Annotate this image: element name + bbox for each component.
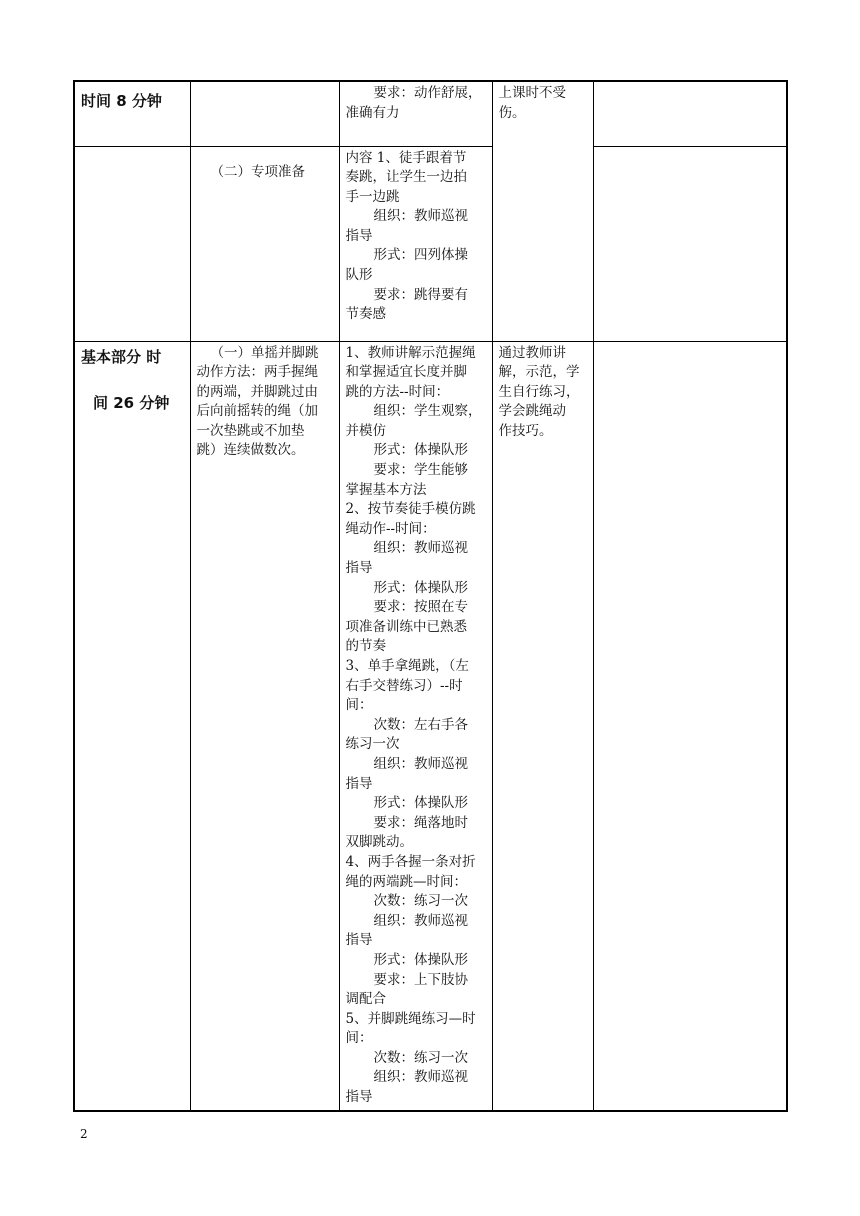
content-line: 指导	[345, 932, 373, 949]
notes-cell	[593, 341, 787, 1111]
content-line: 要求：动作舒展，	[373, 85, 482, 101]
method-line: 伤。	[498, 104, 526, 121]
activity-cell	[190, 146, 339, 341]
content-line: 要求：绳落地时	[373, 814, 468, 831]
content-line: 形式：四列体操	[373, 247, 468, 264]
content-line: 形式：体操队形	[373, 951, 468, 968]
content-line: 队形	[345, 267, 373, 284]
content-line: 指导	[345, 1089, 373, 1106]
method-line: 学会跳绳动	[498, 403, 566, 420]
content-line: 1、教师讲解示范握绳	[345, 344, 476, 361]
method-line: 作技巧。	[498, 422, 553, 439]
section-label-cell	[74, 146, 190, 341]
content-line: 要求：跳得要有	[373, 286, 468, 303]
content-line: 右手交替练习）--时	[345, 677, 463, 694]
section-label-cell	[74, 341, 190, 1111]
notes-cell	[593, 81, 787, 146]
content-line: 并模仿	[345, 422, 386, 439]
activity-title-line: 一次垫跳或不加垫	[196, 422, 305, 439]
method-line: 通过教师讲	[498, 344, 566, 361]
method-line: 解，示范，学	[498, 364, 580, 381]
content-line: 指导	[345, 560, 373, 577]
content-line: 形式：体操队形	[373, 579, 468, 596]
activity-cell	[190, 81, 339, 146]
table-row-basic	[74, 341, 787, 1111]
content-line: 2、按节奏徒手模仿跳	[345, 501, 476, 518]
section-label-time-8: 时间 8 分钟	[81, 92, 162, 110]
content-line: 指导	[345, 775, 373, 792]
lesson-plan-table	[73, 80, 788, 1112]
activity-title-line: 的两端，并脚跳过由	[196, 383, 318, 400]
activity-title-line: 后向前摇转的绳（加	[196, 403, 318, 420]
activity-title: （二）专项准备	[210, 163, 305, 180]
content-line: 手一边跳	[345, 188, 400, 205]
content-line: 3、单手拿绳跳，（左	[345, 658, 469, 674]
content-line: 指导	[345, 227, 373, 244]
content-line: 跳的方法--时间：	[345, 383, 450, 400]
table-row-warmup	[74, 81, 787, 146]
content-line: 形式：体操队形	[373, 795, 468, 812]
content-line: 节奏感	[345, 306, 386, 323]
content-line: 要求：按照在专	[373, 599, 468, 616]
content-line: 准确有力	[345, 104, 400, 121]
method-line: 生自行练习，	[498, 383, 580, 400]
content-line: 奏跳，让学生一边拍	[345, 169, 467, 186]
content-line: 要求：上下肢协	[373, 971, 468, 988]
table-row-special-prep	[74, 146, 787, 341]
method-cell	[492, 341, 593, 1111]
content-line: 和掌握适宜长度并脚	[345, 364, 467, 381]
content-line: 组织：教师巡视	[373, 755, 468, 772]
content-line: 组织：教师巡视	[373, 912, 468, 929]
activity-title-line: （一）单摇并脚跳	[210, 344, 319, 361]
section-label-cell	[74, 81, 190, 146]
section-label-time-26: 间 26 分钟	[93, 393, 170, 412]
content-line: 组织：教师巡视	[373, 1069, 468, 1086]
content-line: 次数：练习一次	[373, 1049, 468, 1066]
notes-cell	[593, 146, 787, 341]
content-line: 绳动作--时间：	[345, 520, 436, 537]
content-line: 练习一次	[345, 736, 400, 753]
activity-title-line: 跳）连续做数次。	[196, 442, 305, 459]
content-line: 项准备训练中已熟悉	[345, 618, 467, 635]
content-line: 绳的两端跳—时间：	[345, 873, 467, 890]
content-line: 次数：练习一次	[373, 893, 468, 910]
activity-cell	[190, 341, 339, 1111]
content-cell	[339, 146, 492, 341]
section-label-basic-part: 基本部分 时	[81, 347, 162, 366]
content-cell	[339, 341, 492, 1111]
content-line: 调配合	[345, 991, 386, 1008]
page-number: 2	[80, 1127, 88, 1141]
content-line: 间：	[345, 697, 373, 714]
activity-title-line: 动作方法：两手握绳	[196, 364, 318, 381]
content-line: 5、并脚跳绳练习—时	[345, 1010, 476, 1027]
content-line: 要求：学生能够	[373, 462, 468, 479]
content-line: 形式：体操队形	[373, 442, 468, 459]
method-line: 上课时不受	[498, 85, 566, 101]
content-line: 组织：学生观察，	[373, 403, 482, 420]
content-line: 组织：教师巡视	[373, 540, 468, 557]
content-line: 4、两手各握一条对折	[345, 853, 476, 870]
method-cell	[492, 81, 593, 341]
content-cell	[339, 81, 492, 146]
content-line: 组织：教师巡视	[373, 208, 468, 225]
content-line: 双脚跳动。	[345, 834, 413, 851]
content-line: 掌握基本方法	[345, 481, 427, 498]
content-line: 的节奏	[345, 638, 386, 655]
content-line: 次数：左右手各	[373, 716, 468, 733]
content-line: 间：	[345, 1030, 373, 1047]
content-line: 内容 1、徒手跟着节	[345, 149, 467, 166]
